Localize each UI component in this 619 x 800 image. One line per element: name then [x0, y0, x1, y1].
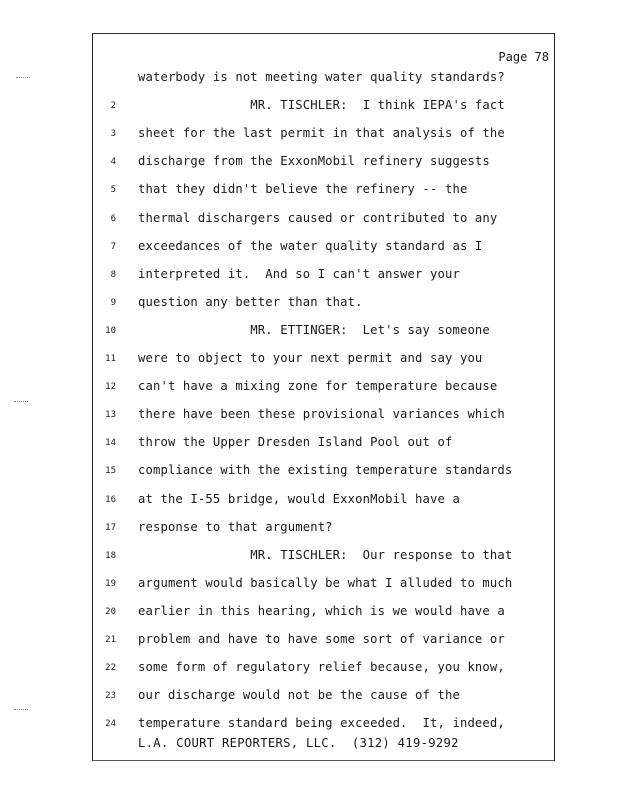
line-number: 5 [110, 185, 116, 196]
line-number: 14 [105, 438, 116, 449]
line-number: 3 [110, 129, 116, 140]
transcript-line [0, 435, 619, 455]
line-text: can't have a mixing zone for temperature because [138, 379, 498, 394]
transcript-line [0, 520, 619, 540]
line-number: 2 [110, 101, 116, 112]
line-text: MR. TISCHLER: Our response to that [138, 547, 513, 562]
transcript-line [0, 182, 619, 202]
transcript-line [0, 126, 619, 146]
line-number: 8 [110, 269, 116, 280]
line-number: 11 [105, 354, 116, 364]
transcript-line [0, 632, 619, 652]
transcript-line [0, 323, 619, 343]
transcript-line [0, 463, 619, 483]
line-text: compliance with the existing temperature standards [138, 463, 513, 478]
binder-hole-mark [14, 398, 28, 406]
line-text: throw the Upper Dresden Island Pool out of [138, 435, 453, 450]
line-number: 12 [105, 382, 116, 393]
line-text: response to that argument? [138, 519, 333, 534]
page-number: Page 78 [498, 50, 549, 64]
transcript-line [0, 688, 619, 708]
line-number: 18 [105, 550, 116, 561]
line-number: 10 [105, 325, 116, 336]
line-text: MR. TISCHLER: I think IEPA's fact [138, 98, 505, 113]
line-number: 15 [105, 466, 116, 477]
line-number: 20 [105, 606, 116, 617]
line-number: 16 [105, 494, 116, 505]
line-number: 6 [110, 213, 116, 224]
transcript-line [0, 576, 619, 596]
court-reporter-footer: L.A. COURT REPORTERS, LLC. (312) 419-9292 [138, 736, 459, 750]
transcript-line [0, 154, 619, 174]
line-number: 17 [105, 522, 116, 533]
line-text: problem and have to have some sort of variance or [138, 632, 505, 646]
line-text: there have been these provisional variances which [138, 407, 505, 422]
line-text: temperature standard being exceeded. It, indeed, [138, 716, 505, 731]
transcript-line [0, 70, 619, 90]
line-number: 23 [105, 691, 116, 702]
transcript-line [0, 407, 619, 427]
transcript-line [0, 295, 619, 315]
transcript-line [0, 351, 619, 371]
transcript-line [0, 548, 619, 568]
line-text: discharge from the ExxonMobil refinery suggests [138, 154, 490, 169]
line-text: earlier in this hearing, which is we would have a [138, 603, 505, 618]
transcript-line [0, 492, 619, 512]
line-text: thermal dischargers caused or contributed to any [138, 210, 498, 225]
line-text: sheet for the last permit in that analysis of the [138, 126, 505, 141]
line-text: waterbody is not meeting water quality standards? [138, 70, 505, 84]
line-text: exceedances of the water quality standard as I [138, 238, 483, 253]
line-text: at the I-55 bridge, would ExxonMobil have a [138, 491, 460, 506]
transcript-line [0, 239, 619, 259]
line-number: 19 [105, 578, 116, 589]
transcript-line [0, 98, 619, 118]
transcript-line [0, 660, 619, 680]
line-number: 22 [105, 663, 116, 674]
line-text: that they didn't believe the refinery -- the [138, 182, 468, 197]
line-text: some form of regulatory relief because, you know, [138, 660, 505, 675]
transcript-line [0, 716, 619, 736]
line-number: 9 [110, 297, 116, 308]
line-text: argument would basically be what I alluded to much [138, 575, 513, 590]
transcript-line [0, 211, 619, 231]
line-number: 13 [105, 410, 116, 421]
line-text: interpreted it. And so I can't answer your [138, 266, 460, 281]
transcript-line [0, 604, 619, 624]
line-text: our discharge would not be the cause of the [138, 688, 460, 703]
line-number: 24 [105, 719, 116, 730]
line-number: 7 [110, 241, 116, 252]
line-number: 4 [110, 157, 116, 168]
line-text: were to object to your next permit and say you [138, 351, 483, 365]
line-text: MR. ETTINGER: Let's say someone [138, 322, 490, 337]
transcript-line [0, 267, 619, 287]
transcript-line [0, 379, 619, 399]
line-text: question any better than that. [138, 294, 363, 309]
line-number: 21 [105, 635, 116, 645]
